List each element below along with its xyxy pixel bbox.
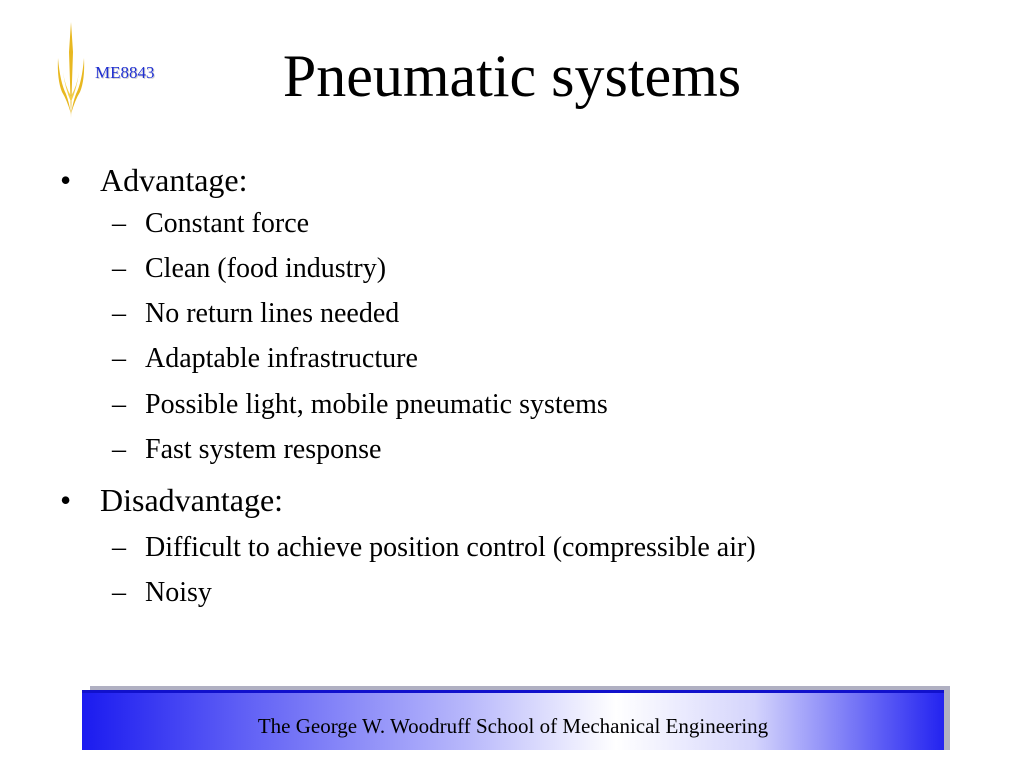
dash-icon: – [112, 343, 126, 374]
dash-icon: – [112, 532, 126, 563]
sub-bullet-text: No return lines needed [145, 298, 400, 329]
footer-text: The George W. Woodruff School of Mechanical Engineering [257, 714, 769, 738]
dash-icon: – [112, 208, 126, 239]
sub-bullet-text: Fast system response [145, 434, 382, 465]
dash-icon: – [112, 434, 126, 465]
bullet-label: Advantage: [100, 162, 248, 198]
dash-icon: – [112, 298, 126, 329]
course-code-label: ME8843 [95, 63, 155, 82]
page-title-text: Pneumatic systems [282, 43, 742, 109]
sub-bullet-text: Noisy [145, 577, 212, 608]
sub-bullet-text: Difficult to achieve position control (compressible air) [145, 532, 756, 563]
footer-banner [82, 690, 944, 750]
bullet-dot-icon: • [60, 482, 72, 518]
dash-icon: – [112, 389, 126, 420]
bullet-label: Disadvantage: [100, 482, 284, 518]
dash-icon: – [112, 577, 126, 608]
page-title [0, 38, 1024, 114]
sub-bullet-text: Constant force [145, 208, 310, 239]
dash-icon: – [112, 253, 126, 284]
sub-bullet-text: Adaptable infrastructure [145, 343, 418, 374]
sub-bullet-text: Possible light, mobile pneumatic systems [145, 389, 608, 420]
sub-bullet-text: Clean (food industry) [145, 253, 387, 284]
bullet-dot-icon: • [60, 162, 72, 198]
